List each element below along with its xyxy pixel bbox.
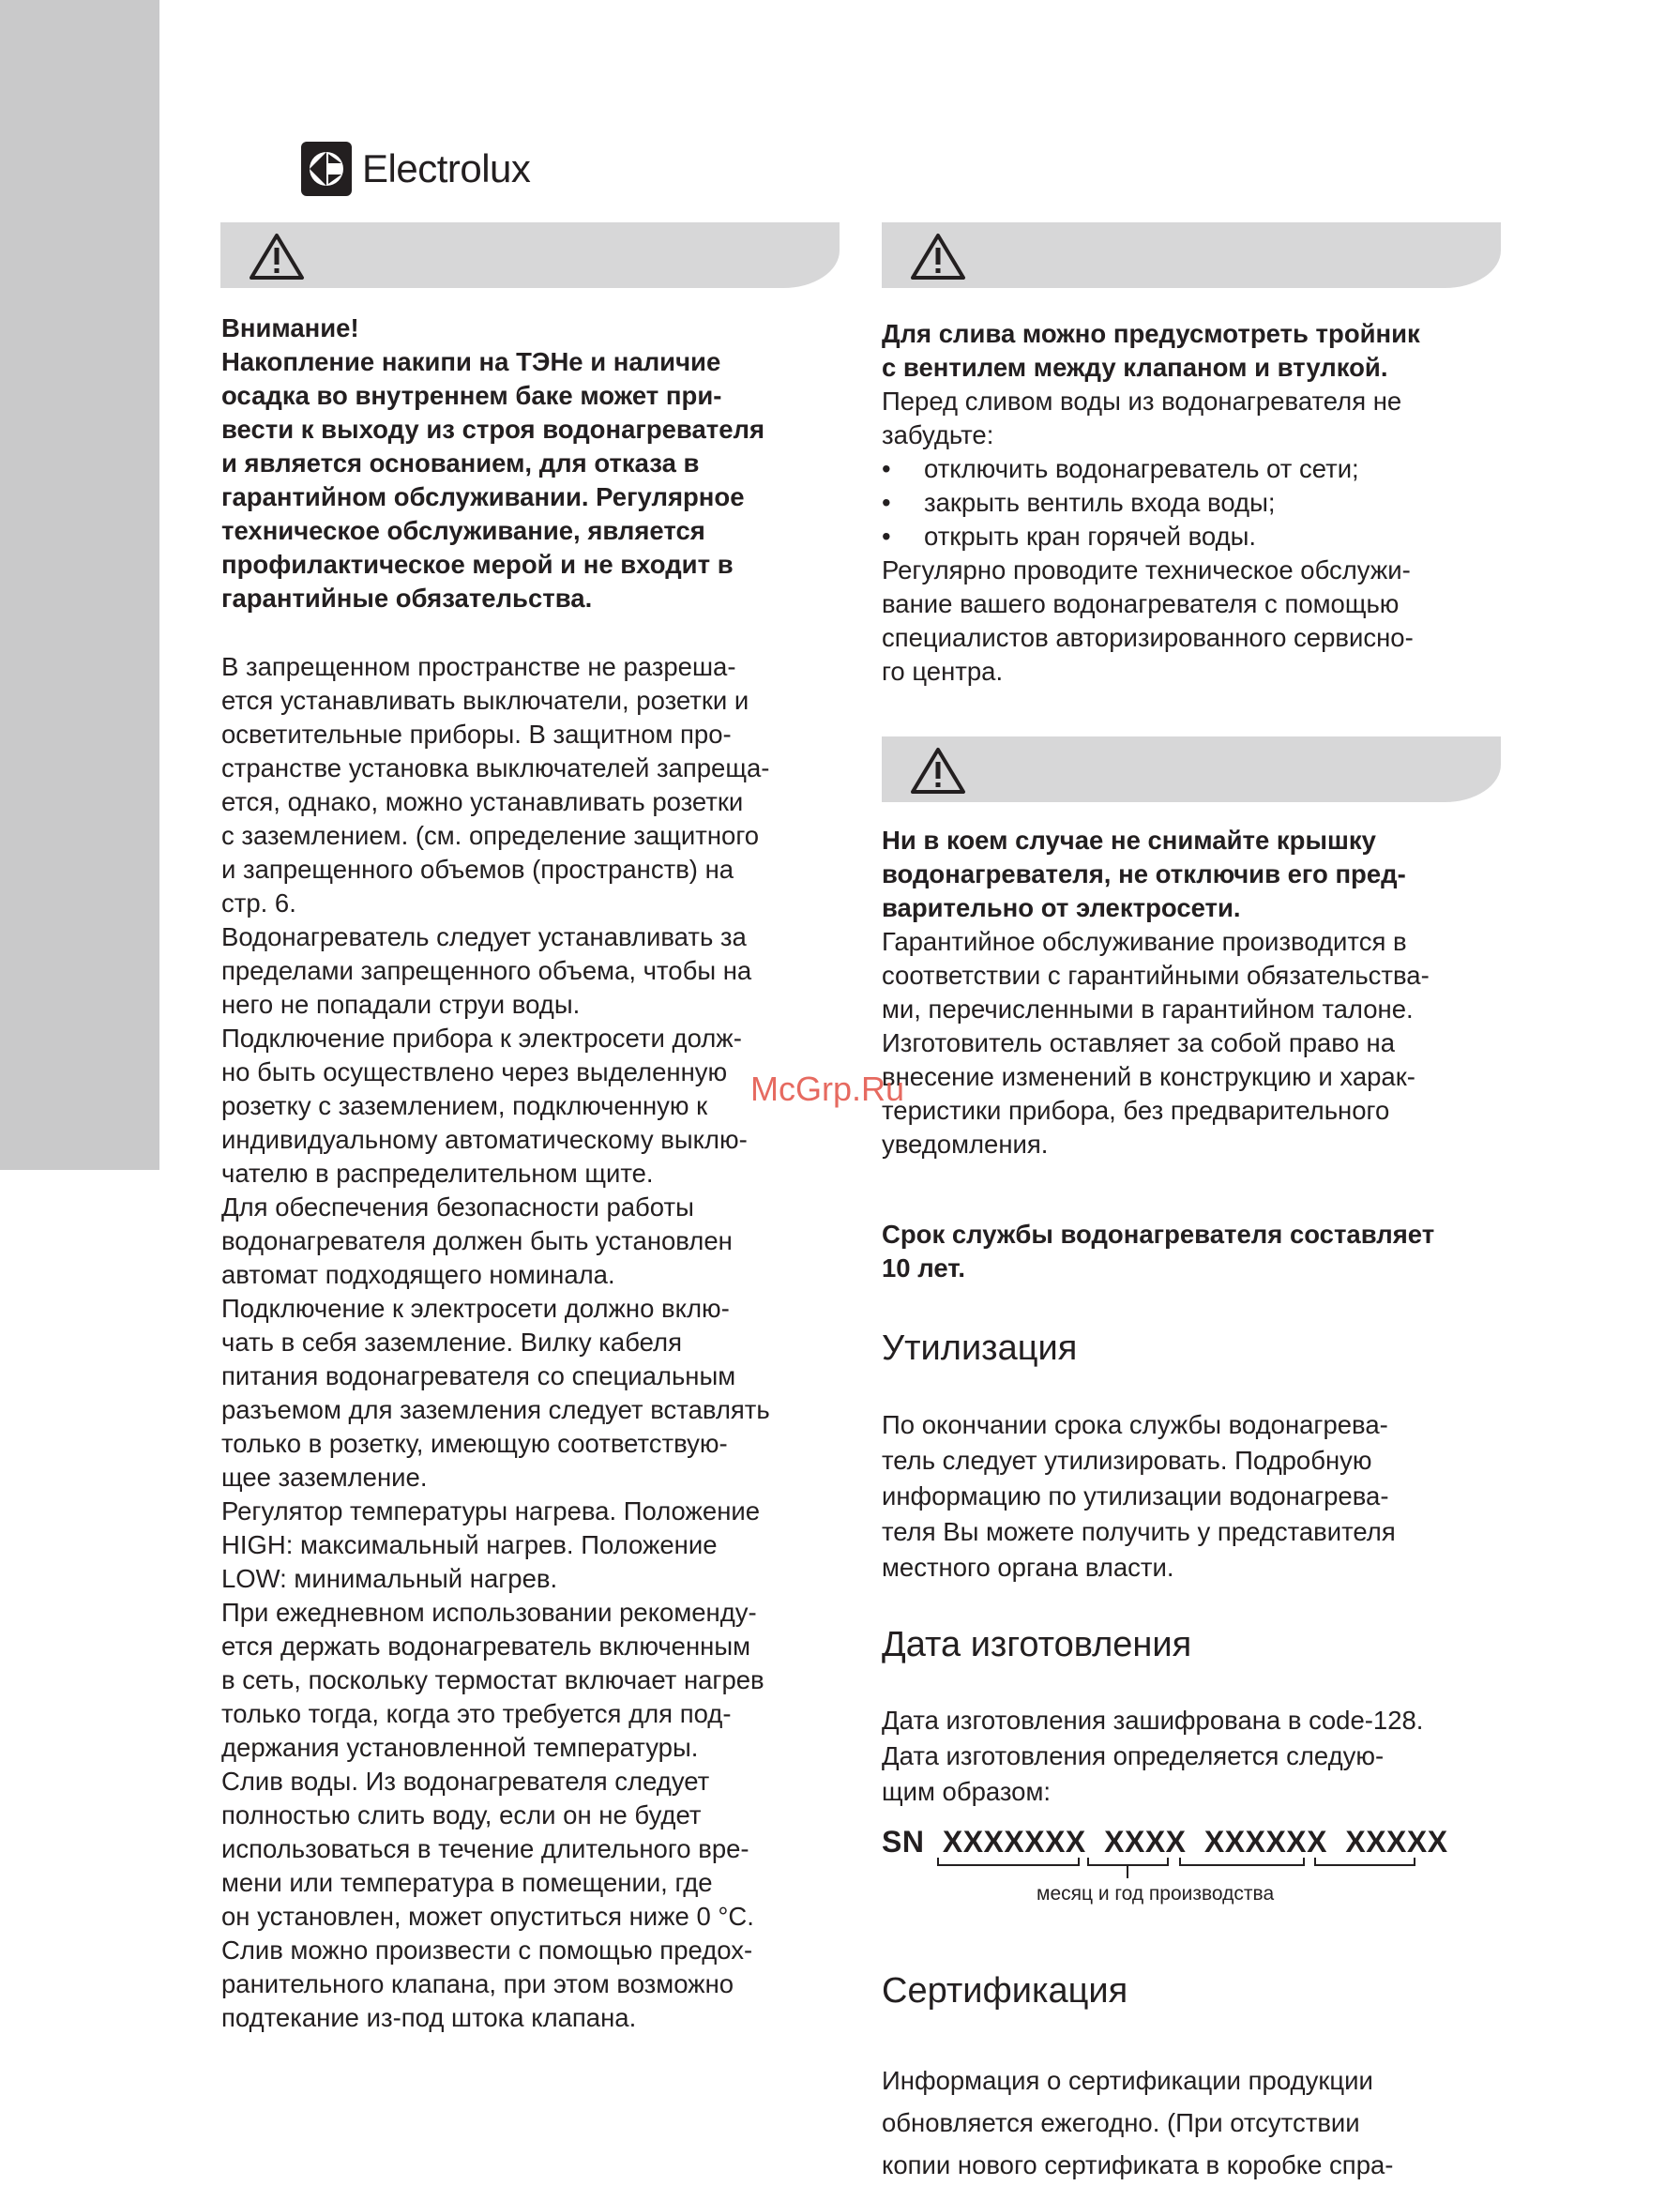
body-line: ется устанавливать выключатели, розетки и [221,686,749,715]
cover-body-line: Изготовитель оставляет за собой право на [882,1028,1396,1057]
body-line: щее заземление. [221,1463,428,1492]
warning-triangle-icon [249,232,305,281]
drain-tail-line: Регулярно проводите техническое обслужи- [882,555,1411,584]
serial-prefix: SN [882,1825,925,1859]
side-tab [0,0,159,1170]
serial-group: XXXXXX [1203,1825,1327,1859]
body-line: чать в себя заземление. Вилку кабеля [221,1328,682,1357]
disposal-line: информацию по утилизации водонагрева- [882,1481,1389,1510]
drain-bold-line: Для слива можно предусмотреть тройник [882,319,1420,348]
warning-line: профилактическое мерой и не входит в [221,550,734,579]
serial-group: XXXX [1104,1825,1187,1859]
serial-group: XXXXXXX [942,1825,1086,1859]
disposal-heading: Утилизация [882,1328,1078,1368]
bullet-item [882,452,1506,486]
drain-intro-line: забудьте: [882,420,994,449]
body-line: держания установленной температуры. [221,1733,699,1762]
bullet-text: отключить водонагреватель от сети; [924,454,1359,483]
body-line: но быть осуществлено через выделенную [221,1057,728,1086]
body-line: индивидуальному автоматическому выклю- [221,1125,748,1154]
body-line: в сеть, поскольку термостат включает нагрев [221,1665,764,1694]
body-line: осветительные приборы. В защитном про- [221,720,732,749]
left-body-text [221,650,845,2035]
body-line: только в розетку, имеющую соответствую- [221,1429,728,1458]
body-line: чателю в распределительном щите. [221,1159,654,1188]
drain-intro-line: Перед сливом воды из водонагревателя не [882,387,1402,416]
body-line: ется, однако, можно устанавливать розетки [221,787,744,816]
brand-logo [300,141,530,197]
warning-bar-right-top [882,222,1501,288]
body-line: HIGH: максимальный нагрев. Положение [221,1530,718,1559]
cover-body-line: теристики прибора, без предварительного [882,1096,1390,1125]
body-line: и запрещенного объемов (пространств) на [221,855,734,884]
disposal-line: теля Вы можете получить у представителя [882,1517,1396,1546]
warning-line: Накопление накипи на ТЭНе и наличие [221,347,721,376]
brand-name: Electrolux [362,146,531,190]
body-line: использоваться в течение длительного вре- [221,1834,749,1863]
warning-triangle-icon [910,746,966,795]
bullet-symbol: • [882,522,891,551]
cert-body [882,2059,1506,2186]
body-line: пределами запрещенного объема, чтобы на [221,956,752,985]
date-line: Дата изготовления зашифрована в code-128. [882,1706,1424,1735]
body-line: водонагревателя должен быть установлен [221,1226,733,1255]
body-line: автомат подходящего номинала. [221,1260,615,1289]
drain-tail-line: го центра. [882,657,1004,686]
bullet-text: открыть кран горячей воды. [924,522,1257,551]
disposal-line: местного органа власти. [882,1553,1174,1582]
service-life-line: 10 лет. [882,1253,965,1283]
cert-heading: Сертификация [882,1971,1128,2011]
warning-heading: Внимание! [221,313,359,342]
bullet-symbol: • [882,488,891,517]
cover-body-line: соответствии с гарантийными обязательства- [882,961,1430,990]
body-line: стр. 6. [221,888,296,918]
watermark: McGrp.Ru [750,1070,905,1108]
cert-line: копии нового сертификата в коробке спра- [882,2150,1394,2179]
cert-line: Информация о сертификации продукции [882,2066,1373,2095]
cover-body-line: ми, перечисленными в гарантийном талоне. [882,994,1414,1024]
body-line: При ежедневном использовании рекоменду- [221,1598,757,1627]
warning-line: гарантийном обслуживании. Регулярное [221,482,745,511]
body-line: ется держать водонагреватель включенным [221,1632,751,1661]
date-body [882,1703,1506,1810]
body-line: питания водонагревателя со специальным [221,1361,736,1390]
body-line: он установлен, может опуститься ниже 0 °C. [221,1902,754,1931]
body-line: Слив воды. Из водонагревателя следует [221,1767,710,1796]
body-line: ранительного клапана, при этом возможно [221,1969,734,1998]
body-line: полностью слить воду, если он не будет [221,1800,702,1829]
service-life-line: Срок службы водонагревателя составляет [882,1220,1435,1249]
date-heading: Дата изготовления [882,1625,1192,1664]
body-line: разъемом для заземления следует вставлять [221,1395,770,1424]
disposal-line: По окончании срока службы водонагрева- [882,1410,1388,1439]
warning-line: гарантийные обязательства. [221,584,593,613]
drain-tail-line: специалистов авторизированного сервисно- [882,623,1414,652]
right-drain-block [882,317,1506,689]
warning-bar-left [220,222,840,288]
body-line: Регулятор температуры нагрева. Положение [221,1496,761,1526]
bullet-text: закрыть вентиль входа воды; [924,488,1276,517]
bullet-symbol: • [882,454,891,483]
serial-caption: месяц и год производства [1037,1883,1275,1905]
warning-line: и является основанием, для отказа в [221,448,700,478]
body-line: Слив можно произвести с помощью предох- [221,1936,753,1965]
electrolux-logo-icon [300,141,353,197]
body-line: LOW: минимальный нагрев. [221,1564,558,1593]
warning-line: вести к выходу из строя водонагревателя [221,415,765,444]
warning-bar-right-middle [882,736,1501,802]
bullet-item [882,486,1506,520]
body-line: него не попадали струи воды. [221,990,581,1019]
body-line: мени или температура в помещении, где [221,1868,713,1897]
body-line: с заземлением. (см. определение защитного [221,821,760,850]
body-line: Подключение к электросети должно вклю- [221,1294,730,1323]
service-life [882,1218,1506,1285]
date-line: щим образом: [882,1777,1051,1806]
date-line: Дата изготовления определяется следую- [882,1741,1385,1770]
body-line: странстве установка выключателей запреща- [221,753,770,782]
warning-triangle-icon [910,232,966,281]
body-line: Для обеспечения безопасности работы [221,1192,694,1222]
serial-group: XXXXX [1345,1825,1448,1859]
cover-body-line: внесение изменений в конструкцию и харак- [882,1062,1415,1091]
body-line: Водонагреватель следует устанавливать за [221,922,747,951]
cover-bold-line: варительно от электросети. [882,893,1241,922]
cover-bold-line: водонагревателя, не отключив его пред- [882,859,1406,888]
drain-bold-line: с вентилем между клапаном и втулкой. [882,353,1388,382]
disposal-line: тель следует утилизировать. Подробную [882,1446,1372,1475]
body-line: подтекание из-под штока клапана. [221,2003,637,2032]
right-cover-block [882,824,1506,1161]
body-line: Подключение прибора к электросети долж- [221,1024,742,1053]
cover-body-line: Гарантийное обслуживание производится в [882,927,1407,956]
cover-body-line: уведомления. [882,1130,1049,1159]
left-warning-block [221,311,845,615]
drain-tail-line: вание вашего водонагревателя с помощью [882,589,1400,618]
bullet-item [882,520,1506,554]
warning-line: техническое обслуживание, является [221,516,705,545]
body-line: только тогда, когда это требуется для под- [221,1699,732,1728]
body-line: В запрещенном пространстве не разреша- [221,652,736,681]
cert-line: обновляется ежегодно. (При отсутствии [882,2108,1360,2137]
cover-bold-line: Ни в коем случае не снимайте крышку [882,826,1376,855]
body-line: розетку с заземлением, подключенную к [221,1091,708,1120]
disposal-body [882,1407,1506,1586]
warning-line: осадка во внутреннем баке может при- [221,381,722,410]
